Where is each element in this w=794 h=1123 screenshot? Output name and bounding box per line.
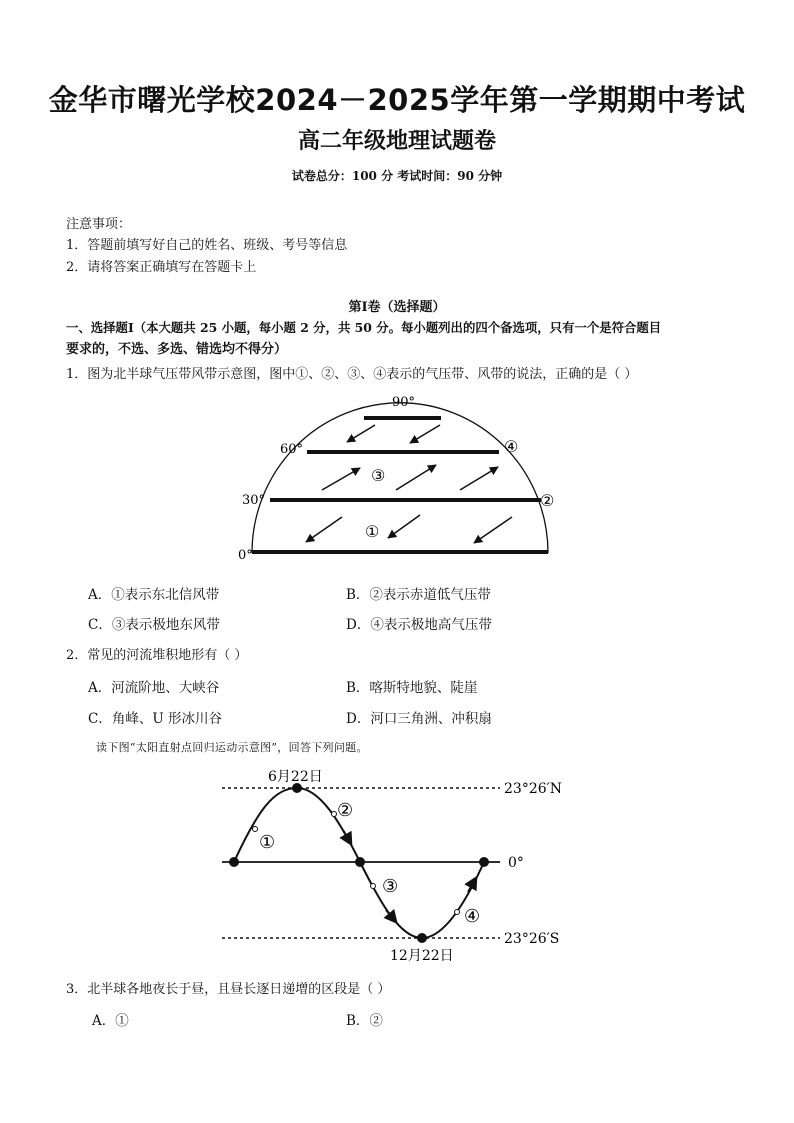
lat-label-30: 30°	[242, 493, 266, 508]
q2-option-c: C．角峰、U 形冰川谷	[88, 711, 222, 727]
path-arrow	[468, 878, 476, 892]
q3-option-b: B．②	[346, 1013, 383, 1029]
segment-marker-2: ②	[337, 800, 354, 821]
point-autumn-equinox	[355, 857, 365, 867]
label-december-22: 12月22日	[390, 948, 454, 964]
segment-marker-1: ①	[259, 832, 276, 853]
q1-option-c: C．③表示极地东风带	[88, 617, 220, 633]
q1-option-b: B．②表示赤道低气压带	[346, 587, 491, 603]
section-intro-line1: 一、选择题Ⅰ（本大题共 25 小题，每小题 2 分，共 50 分。每小题列出的四个备选项，只有一个是符合题目	[66, 320, 662, 335]
marker-2: ②	[540, 491, 555, 510]
section-title: 第Ⅰ卷（选择题）	[348, 300, 446, 315]
wind-arrow	[410, 425, 440, 443]
point-next-equinox	[479, 857, 489, 867]
path-arrow	[386, 910, 396, 922]
notes-heading: 注意事项：	[66, 217, 132, 232]
wind-arrow	[306, 517, 342, 542]
note-item: 1．答题前填写好自己的姓名、班级、考号等信息	[66, 238, 348, 253]
q2-stem: 2．常见的河流堆积地形有（ ）	[66, 648, 248, 663]
wind-arrow	[347, 425, 375, 442]
marker-1: ①	[365, 522, 380, 541]
q3-option-a: A．①	[92, 1013, 129, 1029]
q2-option-a: A．河流阶地、大峡谷	[88, 680, 220, 696]
q1-stem: 1．图为北半球气压带风带示意图，图中①、②、③、④表示的气压带、风带的说法，正确的是（ ）	[66, 367, 638, 382]
segment-marker-4: ④	[464, 906, 481, 927]
wind-arrow	[322, 468, 360, 490]
exam-meta: 试卷总分：100 分 考试时间：90 分钟	[291, 169, 503, 183]
point-winter-solstice	[417, 933, 427, 943]
segment-marker-3: ③	[382, 876, 399, 897]
q1-option-a: A．①表示东北信风带	[88, 587, 220, 603]
exam-title: 金华市曙光学校2024－2025学年第一学期期中考试	[48, 83, 746, 117]
note-item: 2．请将答案正确填写在答题卡上	[66, 260, 257, 275]
lat-label-60: 60°	[280, 442, 304, 457]
path-arrow	[343, 830, 351, 844]
q3-stem: 3．北半球各地夜长于昼，且昼长逐日递增的区段是（ ）	[66, 982, 391, 997]
solar-migration-diagram	[210, 762, 600, 967]
hemisphere-outline	[252, 403, 548, 553]
wind-arrow	[474, 517, 512, 543]
exam-subtitle: 高二年级地理试题卷	[297, 129, 496, 154]
wind-arrow	[388, 515, 420, 538]
q2-option-b: B．喀斯特地貌、陡崖	[346, 680, 478, 696]
lat-label-90: 90°	[392, 395, 416, 410]
pressure-belt-diagram	[230, 385, 560, 565]
marker-4: ④	[504, 437, 519, 456]
reading-prompt: 读下图“太阳直射点回归运动示意图”，回答下列问题。	[96, 741, 368, 754]
label-tropic-south: 23°26′S	[504, 931, 560, 947]
wind-arrow	[460, 467, 498, 490]
label-june-22: 6月22日	[268, 769, 323, 785]
q1-option-d: D．④表示极地高气压带	[346, 617, 492, 633]
q2-option-d: D．河口三角洲、冲积扇	[346, 711, 492, 727]
lat-label-0: 0°	[238, 548, 253, 563]
marker-3: ③	[371, 466, 386, 485]
point-spring-equinox	[229, 857, 239, 867]
label-equator: 0°	[508, 855, 524, 871]
label-tropic-north: 23°26′N	[504, 781, 563, 797]
wind-arrow	[396, 465, 436, 490]
section-intro-line2: 要求的，不选、多选、错选均不得分）	[66, 342, 288, 357]
